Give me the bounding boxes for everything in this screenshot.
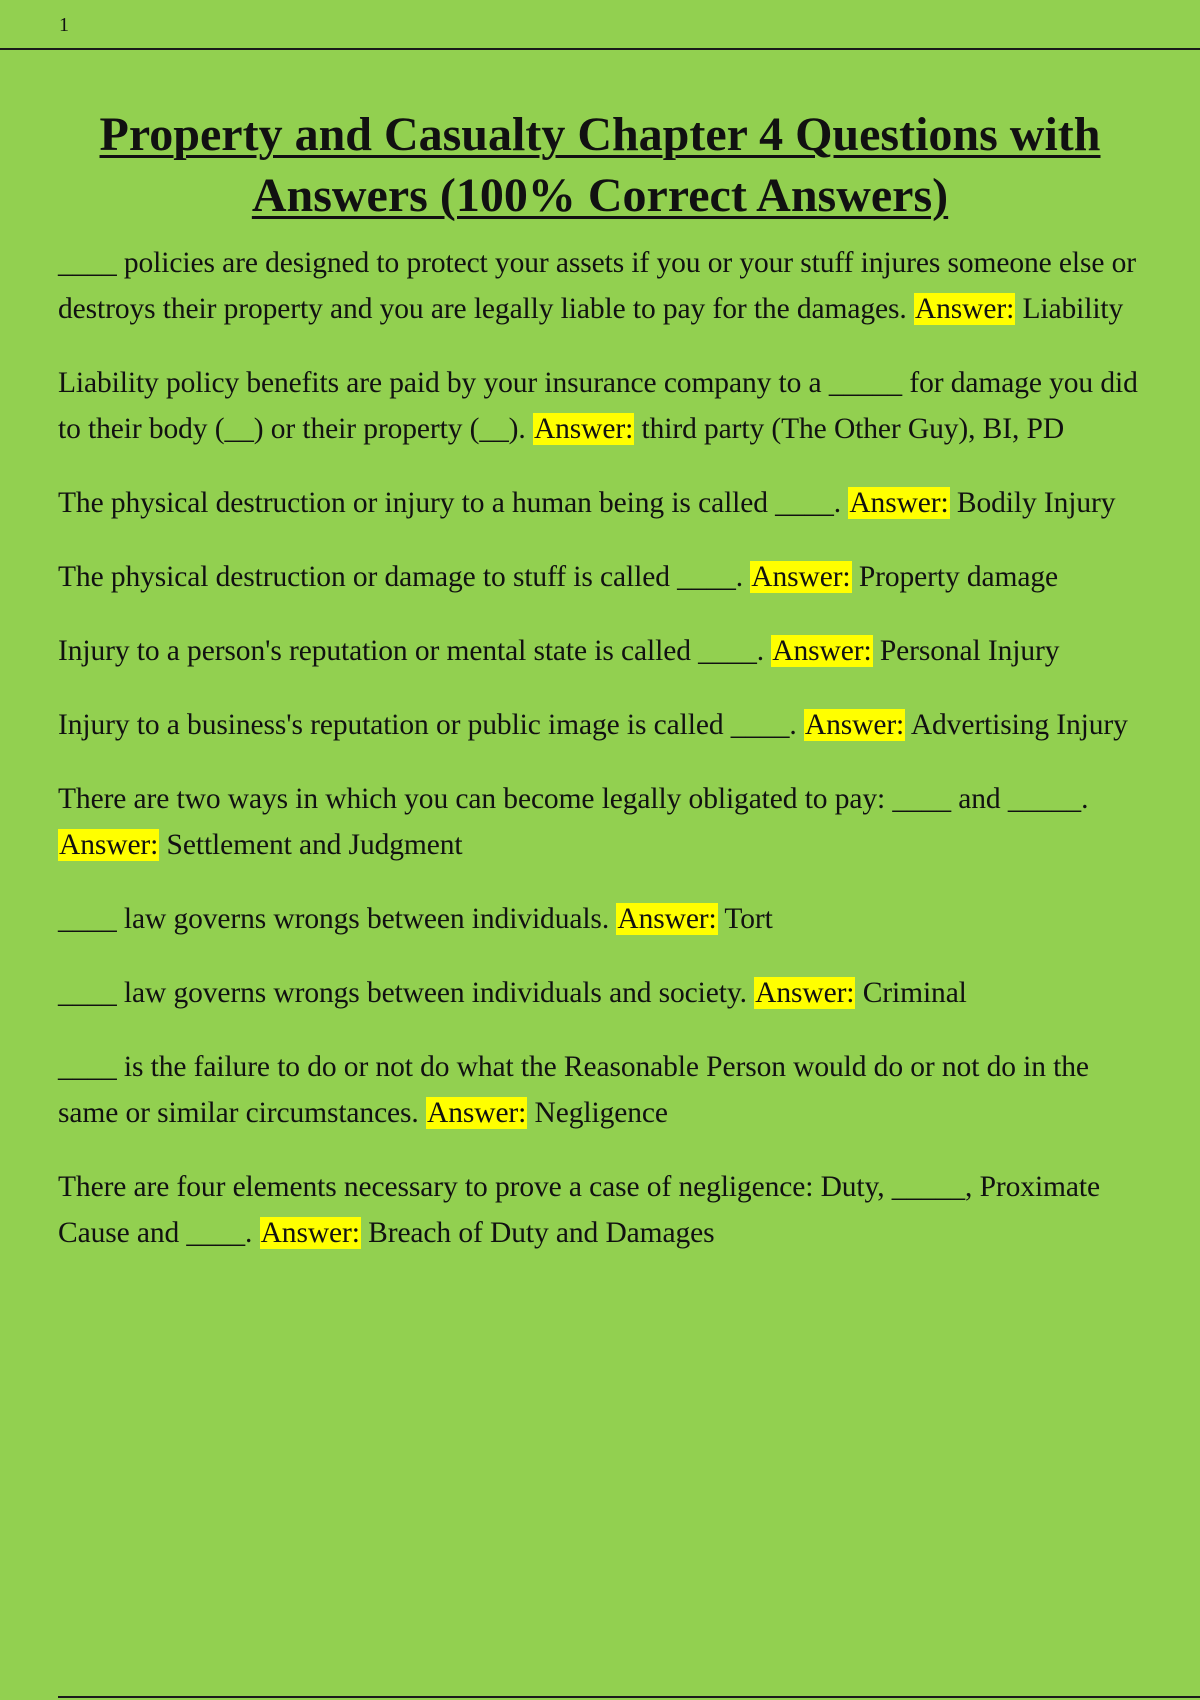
answer-text: Breach of Duty and Damages [368, 1217, 715, 1249]
qa-item [58, 554, 1143, 600]
answer-label: Answer: [755, 977, 855, 1009]
answer-text: Tort [724, 903, 773, 935]
qa-item [58, 480, 1143, 526]
answer-label: Answer: [849, 487, 949, 519]
answer-label: Answer: [260, 1217, 360, 1249]
question-text: Injury to a business's reputation or public image is called ____. [58, 709, 797, 741]
answer-text: Property damage [858, 561, 1059, 593]
document-title: Property and Casualty Chapter 4 Questions with Answers (100% Correct Answers) [99, 108, 1101, 222]
answer-text: Settlement and Judgment [166, 829, 463, 861]
qa-item [58, 1164, 1143, 1256]
qa-item [58, 1044, 1143, 1136]
qa-item [58, 776, 1143, 868]
question-text: There are four elements necessary to prove a case of negligence: Duty, _____, Proximate Cause and ____. [58, 1171, 1100, 1249]
qa-item [58, 970, 1143, 1016]
answer-text: Liability [1022, 293, 1124, 325]
footer-rule [58, 1696, 1200, 1698]
answer-text: Personal Injury [879, 635, 1060, 667]
answer-label: Answer: [59, 829, 159, 861]
answer-text: Criminal [862, 977, 967, 1009]
question-text: ____ policies are designed to protect your assets if you or your stuff injures someone else or destroys their property and you are legally liable to pay for the damages. [58, 247, 1137, 325]
qa-item [58, 896, 1143, 942]
question-text: ____ law governs wrongs between individuals. [58, 903, 610, 935]
question-text: ____ is the failure to do or not do what the Reasonable Person would do or not do in the same or similar circumstances. [58, 1051, 1089, 1129]
answer-label: Answer: [533, 413, 634, 445]
question-text: The physical destruction or damage to stuff is called ____. [58, 561, 743, 593]
qa-item [58, 360, 1143, 452]
qa-item [58, 240, 1143, 332]
answer-text: Bodily Injury [956, 487, 1116, 519]
answer-label: Answer: [772, 635, 872, 667]
header-rule [0, 48, 1200, 50]
qa-item [58, 628, 1143, 674]
question-text: ____ law governs wrongs between individuals and society. [58, 977, 747, 1009]
question-text: The physical destruction or injury to a human being is called ____. [58, 487, 842, 519]
answer-label: Answer: [751, 561, 851, 593]
answer-label: Answer: [427, 1097, 527, 1129]
answer-label: Answer: [914, 293, 1015, 325]
page-number: 1 [59, 14, 69, 36]
answer-text: Negligence [534, 1097, 668, 1129]
question-text: Liability policy benefits are paid by your insurance company to a _____ for damage you did to their body (__) or their property (__). [58, 367, 1138, 445]
answer-label: Answer: [804, 709, 905, 741]
qa-item [58, 702, 1143, 748]
answer-text: Advertising Injury [910, 709, 1128, 741]
qa-list [58, 240, 1143, 1284]
answer-label: Answer: [617, 903, 717, 935]
question-text: Injury to a person's reputation or mental state is called ____. [58, 635, 765, 667]
question-text: There are two ways in which you can become legally obligated to pay: ____ and _____. [58, 783, 1089, 815]
answer-text: third party (The Other Guy), BI, PD [641, 413, 1065, 445]
